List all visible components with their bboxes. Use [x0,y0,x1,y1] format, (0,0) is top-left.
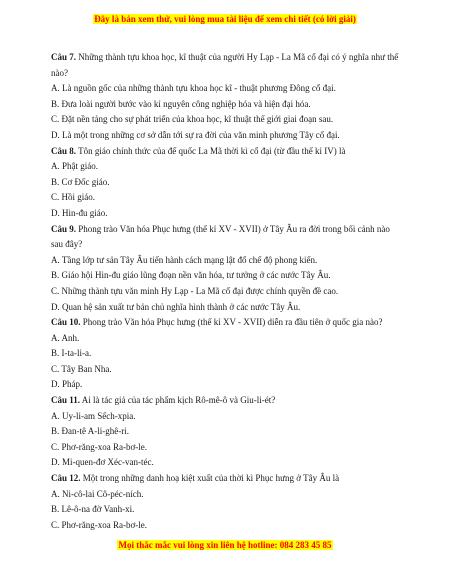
question-9-stem [51,222,403,253]
preview-notice-text: Đây là bản xem thử, vui lòng mua tài liệu để xem chi tiết (có lời giải) [94,14,356,24]
option-8d: D. Hin-đu giáo. [51,207,108,218]
option-8a: A. Phật giáo. [51,161,98,172]
option-10a: A. Anh. [51,332,80,343]
option-10b: B. I-ta-li-a. [51,348,92,359]
option-8c: C. Hồi giáo. [51,192,95,203]
question-number: Câu 11. [51,395,81,406]
option-11c: C. Phơ-răng-xoa Ra-bơ-le. [51,441,147,452]
question-text: Ai là tác giả của tác phẩm kịch Rô-mê-ô và Giu-li-ét? [81,395,276,406]
question-text: Phong trào Văn hóa Phục hưng (thế kỉ XV - XVII) diễn ra đầu tiên ở quốc gia nào? [82,317,383,328]
option-12a: A. Ni-cô-lai Cô-péc-ních. [51,488,144,499]
question-number: Câu 9. [51,223,77,234]
option-8b: B. Cơ Đốc giáo. [51,176,110,187]
option-12b: B. Lê-ô-na đờ Vanh-xi. [51,504,135,515]
question-12-stem [51,471,403,487]
preview-notice-banner [0,14,450,25]
option-10d: D. Pháp. [51,379,83,390]
question-text: Phong trào Văn hóa Phục hưng (thế kỉ XV - XVII) ở Tây Âu ra đời trong bối cảnh nào sau đây? [51,223,390,250]
question-number: Câu 10. [51,317,81,328]
question-number: Câu 8. [51,145,77,156]
option-9b: B. Giáo hội Hin-đu giáo lũng đoạn nền văn hóa, tư tưởng ở các nước Tây Âu. [51,270,331,281]
question-10-stem [51,315,403,331]
option-7a: A. Là nguồn gốc của những thành tựu khoa học kĩ - thuật phương Đông cổ đại. [51,83,336,94]
option-11a: A. Uy-li-am Sếch-xpia. [51,410,136,421]
question-8-stem [51,144,403,160]
option-9d: D. Quan hệ sản xuất tư bản chủ nghĩa hình thành ở các nước Tây Âu. [51,301,301,312]
question-text: Những thành tựu khoa học, kĩ thuật của người Hy Lạp - La Mã cổ đại có ý nghĩa như thế nào? [51,52,399,78]
option-12c: C. Phơ-răng-xoa Ra-bơ-le. [51,519,147,530]
option-7b: B. Đưa loài người bước vào kỉ nguyên công nghiệp hóa và hiện đại hóa. [51,98,311,109]
option-7d: D. Là một trong những cơ sở dẫn tới sự ra đời của văn minh phương Tây cổ đại. [51,129,340,140]
question-11-stem [51,393,403,409]
question-number: Câu 12. [51,473,81,484]
hotline-banner [0,540,450,551]
question-list [51,50,403,533]
question-number: Câu 7. [51,52,77,62]
option-11b: B. Đan-tê A-li-ghê-ri. [51,426,129,437]
question-text: Một trong những danh hoạ kiệt xuất của thời kì Phục hưng ở Tây Âu là [82,473,340,484]
option-9a: A. Tầng lớp tư sản Tây Âu tiến hành cách mạng lật đổ chế độ phong kiến. [51,254,318,265]
option-9c: C. Những thành tựu văn minh Hy Lạp - La Mã cổ đại được chính quyền đề cao. [51,285,339,296]
option-11d: D. Mi-quen-đơ Xéc-van-téc. [51,457,154,468]
hotline-text: Mọi thắc mắc vui lòng xin liên hệ hotline: 084 283 45 85 [118,540,332,550]
question-text: Tôn giáo chính thức của đế quốc La Mã thời kì cổ đại (từ đầu thế kỉ IV) là [78,145,346,156]
option-10c: C. Tây Ban Nha. [51,363,112,374]
question-7-stem [51,50,403,81]
option-7c: C. Đặt nền tảng cho sự phát triển của khoa học, kĩ thuật thế giới giai đoạn sau. [51,114,334,125]
